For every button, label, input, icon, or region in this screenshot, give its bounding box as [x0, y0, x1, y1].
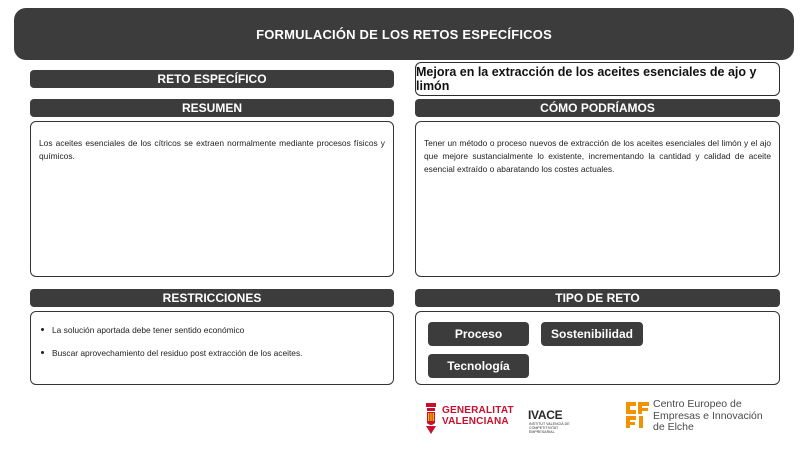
- generalitat-line1: GENERALITAT: [442, 405, 514, 416]
- ivace-subtitle: INSTITUT VALENCIÀ DE COMPETITIVITAT EMPRESARIAL: [529, 422, 570, 434]
- bullet-icon: [41, 328, 44, 331]
- resumen-label: RESUMEN: [30, 99, 394, 117]
- restriccion-text: Buscar aprovechamiento del residuo post extracción de los aceites.: [52, 348, 303, 358]
- ceei-line3: de Elche: [653, 421, 694, 433]
- challenge-title: Mejora en la extracción de los aceites esenciales de ajo y limón: [415, 62, 780, 96]
- type-proceso: Proceso: [428, 322, 529, 346]
- como-podriamos-label: CÓMO PODRÍAMOS: [415, 99, 780, 117]
- list-item: [41, 347, 383, 359]
- restricciones-label: RESTRICCIONES: [30, 289, 394, 307]
- list-item: [41, 324, 383, 336]
- restricciones-list: [31, 312, 393, 359]
- generalitat-wordmark: [442, 405, 514, 427]
- generalitat-emblem-icon: [426, 403, 436, 434]
- type-tecnologia: Tecnología: [428, 354, 529, 378]
- restriccion-text: La solución aportada debe tener sentido económico: [52, 325, 245, 335]
- ceei-line1: Centro Europeo de: [653, 398, 742, 410]
- como-podriamos-box: [415, 121, 780, 277]
- resumen-text: Los aceites esenciales de los cítricos se extraen normalmente mediante procesos físicos y químicos.: [39, 138, 385, 161]
- generalitat-line2: VALENCIANA: [442, 416, 509, 427]
- ceei-line2: Empresas e Innovación: [653, 409, 763, 422]
- ivace-logo: IVACE: [528, 408, 563, 422]
- resumen-box: [30, 121, 394, 277]
- type-sostenibilidad: Sostenibilidad: [541, 322, 643, 346]
- ceei-logo-icon: [624, 400, 652, 430]
- page-title: FORMULACIÓN DE LOS RETOS ESPECÍFICOS: [14, 8, 794, 60]
- bullet-icon: [41, 351, 44, 354]
- tipo-de-reto-label: TIPO DE RETO: [415, 289, 780, 307]
- restricciones-box: [30, 311, 394, 385]
- reto-especifico-label: RETO ESPECÍFICO: [30, 70, 394, 88]
- como-podriamos-text: Tener un método o proceso nuevos de extracción de los aceites esenciales del limón y el ajo que mejore sustancialmente lo existente, incrementando la cantidad y calidad de aceite esencial extraído o abaratando los costes actuales.: [424, 138, 771, 174]
- ceei-wordmark: [653, 399, 763, 434]
